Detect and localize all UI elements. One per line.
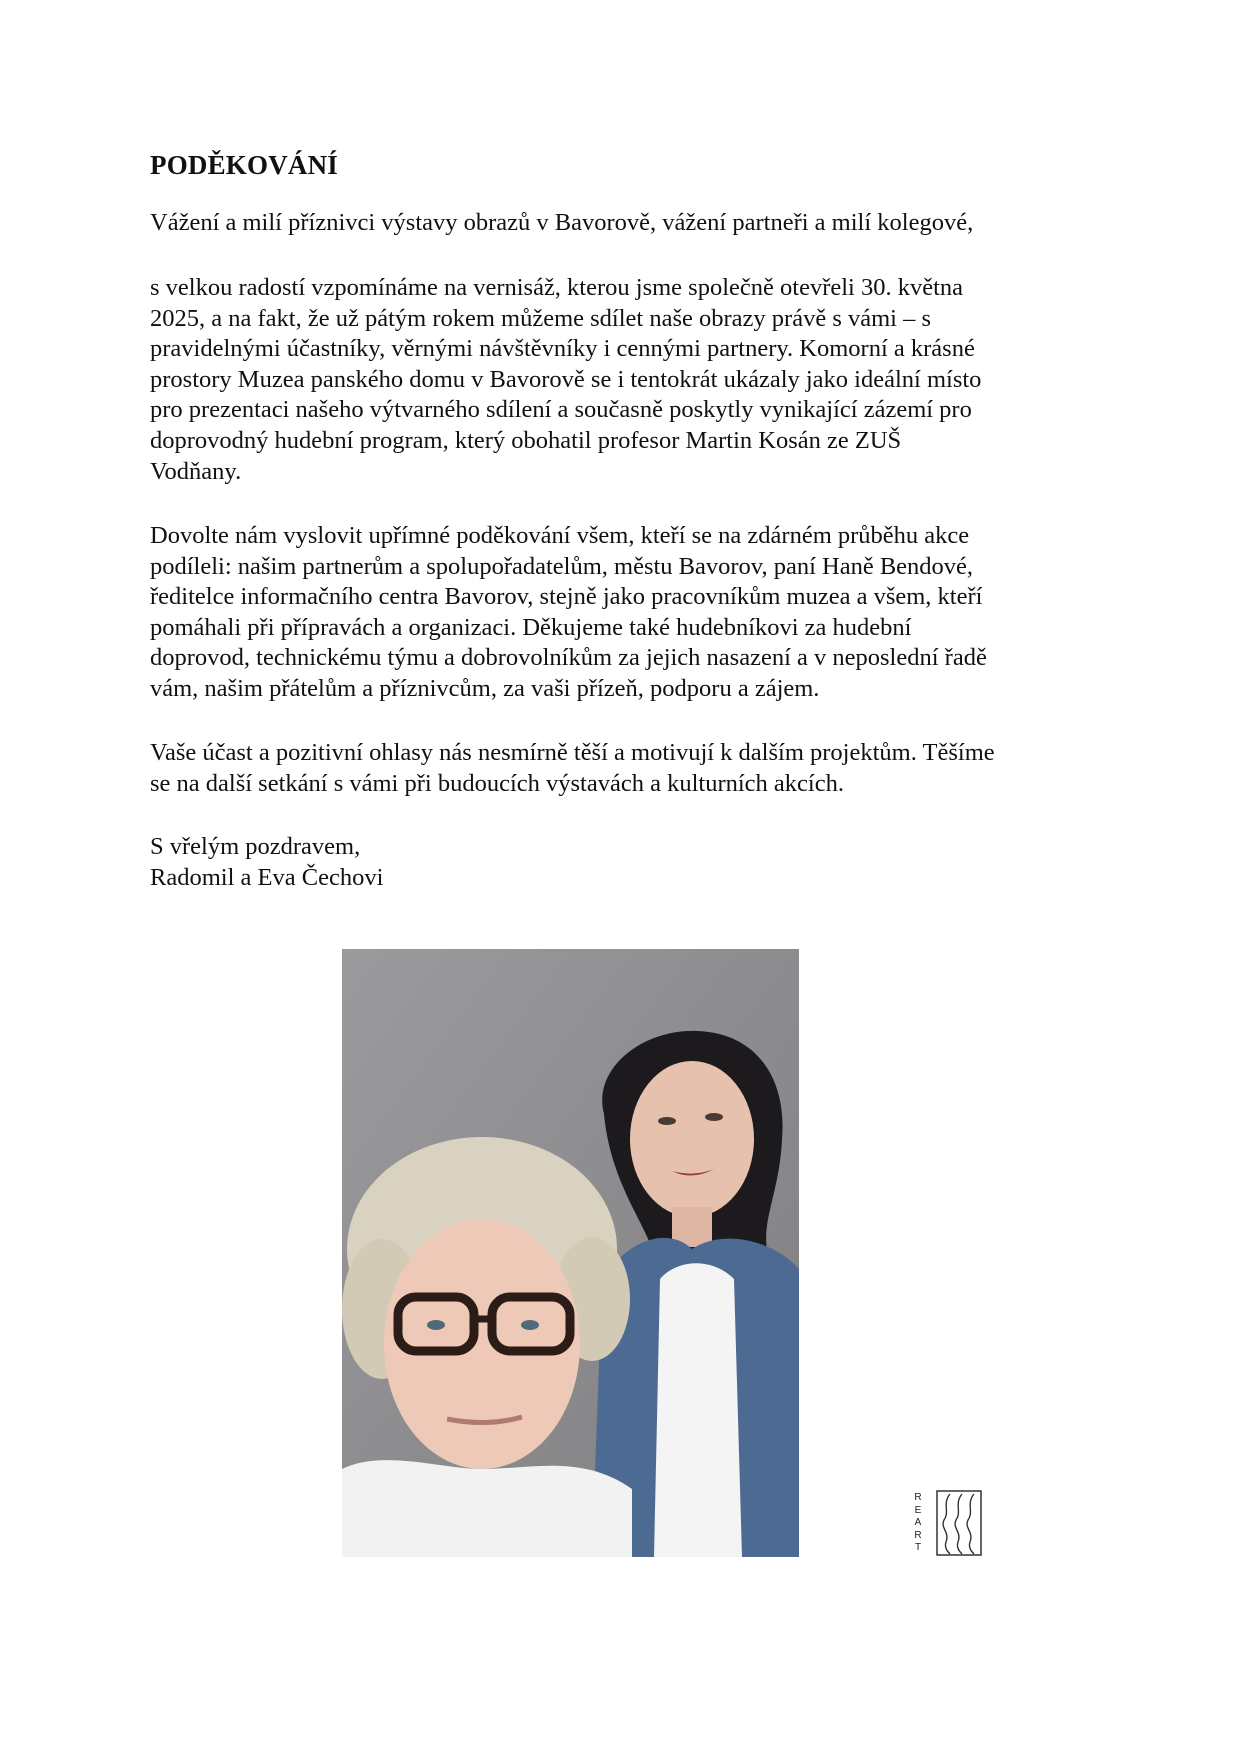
- greeting-line: Vážení a milí příznivci výstavy obrazů v Bavorově, vážení partneři a milí kolegové,: [150, 209, 974, 236]
- paragraph-outlook: [150, 738, 1100, 799]
- text-line: Vaše účast a pozitivní ohlasy nás nesmírně těší a motivují k dalším projektům. Těšíme: [150, 739, 995, 766]
- paragraph-vernissage: [150, 273, 1100, 487]
- text-line: pro prezentaci našeho výtvarného sdílení a současně poskytly vynikající zázemí pro: [150, 396, 972, 424]
- text-line: ředitelce informačního centra Bavorov, stejně jako pracovníkům muzea a všem, kteří: [150, 583, 983, 611]
- text-line: Vodňany.: [150, 457, 242, 485]
- text-line: se na další setkání s vámi při budoucích výstavách a kulturních akcích.: [150, 769, 844, 797]
- closing-line: S vřelým pozdravem,: [150, 833, 361, 860]
- text-line: s velkou radostí vzpomínáme na vernisáž, kterou jsme společně otevřeli 30. května: [150, 274, 964, 301]
- text-line: podíleli: našim partnerům a spolupořadatelům, městu Bavorov, paní Haně Bendové,: [150, 552, 974, 580]
- reart-logo-icon: [913, 1490, 985, 1558]
- logo-faces-mark: [936, 1490, 982, 1556]
- text-line: doprovod, technickému týmu a dobrovolníkům za jejich nasazení a v neposlední řadě: [150, 644, 987, 672]
- text-line: Dovolte nám vyslovit upřímné poděkování všem, kteří se na zdárném průběhu akce: [150, 522, 970, 549]
- signature-line: Radomil a Eva Čechovi: [150, 864, 384, 891]
- paragraph-thanks: [150, 521, 1100, 705]
- portrait-photo-icon: [342, 949, 799, 1557]
- logo-letters: R E A R T: [914, 1492, 922, 1553]
- text-line: pomáhali při přípravách a organizaci. Děkujeme také hudebníkovi za hudební: [150, 613, 912, 641]
- text-line: prostory Muzea panského domu v Bavorově se i tentokrát ukázaly jako ideální místo: [150, 365, 982, 393]
- text-line: doprovodný hudební program, který obohatil profesor Martin Kosán ze ZUŠ: [150, 426, 902, 454]
- text-line: pravidelnými účastníky, věrnými návštěvníky i cennými partnery. Komorní a krásné: [150, 335, 975, 363]
- page-title: PODĚKOVÁNÍ: [150, 150, 339, 180]
- text-line: vám, našim přátelům a příznivcům, za vaši přízeň, podporu a zájem.: [150, 674, 820, 702]
- text-line: 2025, a na fakt, že už pátým rokem můžeme sdílet naše obrazy právě s vámi – s: [150, 304, 932, 332]
